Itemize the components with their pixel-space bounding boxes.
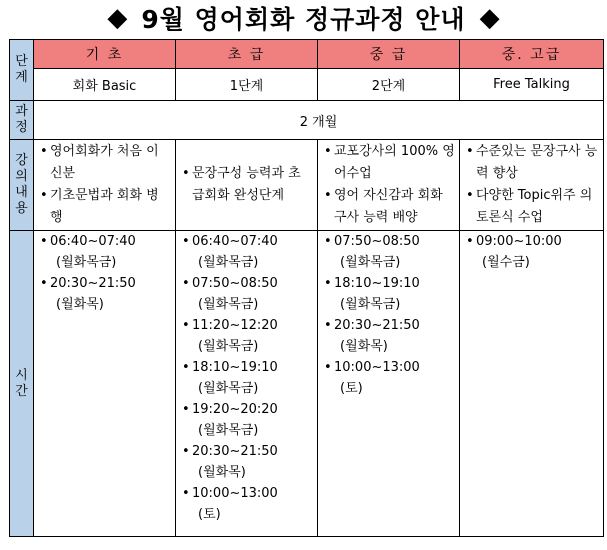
schedule-item: • 18:10~19:10 (월화목금) [182,357,313,399]
schedule-item: • 07:50~08:50 (월화목금) [182,273,313,315]
content-item: • 영어회화가 처음 이신분 [40,141,171,185]
level-beginner: 1단계 [176,69,318,101]
diamond-icon-left: ◆ [107,3,128,33]
content-item: • 다양한 Topic위주 의 토론식 수업 [466,185,599,229]
column-header-advanced: 중. 고급 [460,40,604,69]
content-cell-basic [34,140,176,231]
column-header-beginner: 초 급 [176,40,318,69]
schedule-item: • 07:50~08:50 (월화목금) [324,231,455,273]
level-intermediate: 2단계 [318,69,460,101]
row-header-time: 시간 [10,231,34,537]
schedule-item: • 19:20~20:20 (월화목금) [182,399,313,441]
content-cell-advanced [460,140,604,231]
schedule-item: • 11:20~12:20 (월화목금) [182,315,313,357]
content-item: • 교포강사의 100% 영어수업 [324,141,455,185]
schedule-item: • 20:30~21:50 (월화목) [324,315,455,357]
schedule-item: • 06:40~07:40 (월화목금) [40,231,171,273]
row-header-stage: 단계 [10,40,34,101]
row-header-course: 과정 [10,101,34,140]
course-period: 2 개월 [34,101,604,140]
diamond-icon-right: ◆ [479,3,500,33]
content-item: • 수준있는 문장구사 능력 향상 [466,141,599,185]
column-header-intermediate: 중 급 [318,40,460,69]
level-basic: 회화 Basic [34,69,176,101]
content-cell-intermediate [318,140,460,231]
schedule-item: • 10:00~13:00 (토) [324,357,455,399]
title-text: 9월 영어회화 정규과정 안내 [141,5,466,34]
content-cell-beginner [176,140,318,231]
schedule-item: • 10:00~13:00 (토) [182,483,313,525]
course-table [9,39,604,537]
schedule-cell-advanced [460,231,604,537]
schedule-item: • 09:00~10:00 (월수금) [466,231,599,273]
row-header-content: 강의내용 [10,140,34,231]
schedule-item: • 20:30~21:50 (월화목) [182,441,313,483]
schedule-item: • 20:30~21:50 (월화목) [40,273,171,315]
content-item: • 영어 자신감과 회화 구사 능력 배양 [324,185,455,229]
schedule-item: • 18:10~19:10 (월화목금) [324,273,455,315]
schedule-cell-beginner [176,231,318,537]
content-item: • 기초문법과 회화 병행 [40,185,171,229]
page-title [0,0,607,36]
schedule-cell-basic [34,231,176,537]
content-item: • 문장구성 능력과 초급회화 완성단계 [182,163,313,207]
schedule-item: • 06:40~07:40 (월화목금) [182,231,313,273]
column-header-basic: 기 초 [34,40,176,69]
schedule-cell-intermediate [318,231,460,537]
level-advanced: Free Talking [460,69,604,101]
